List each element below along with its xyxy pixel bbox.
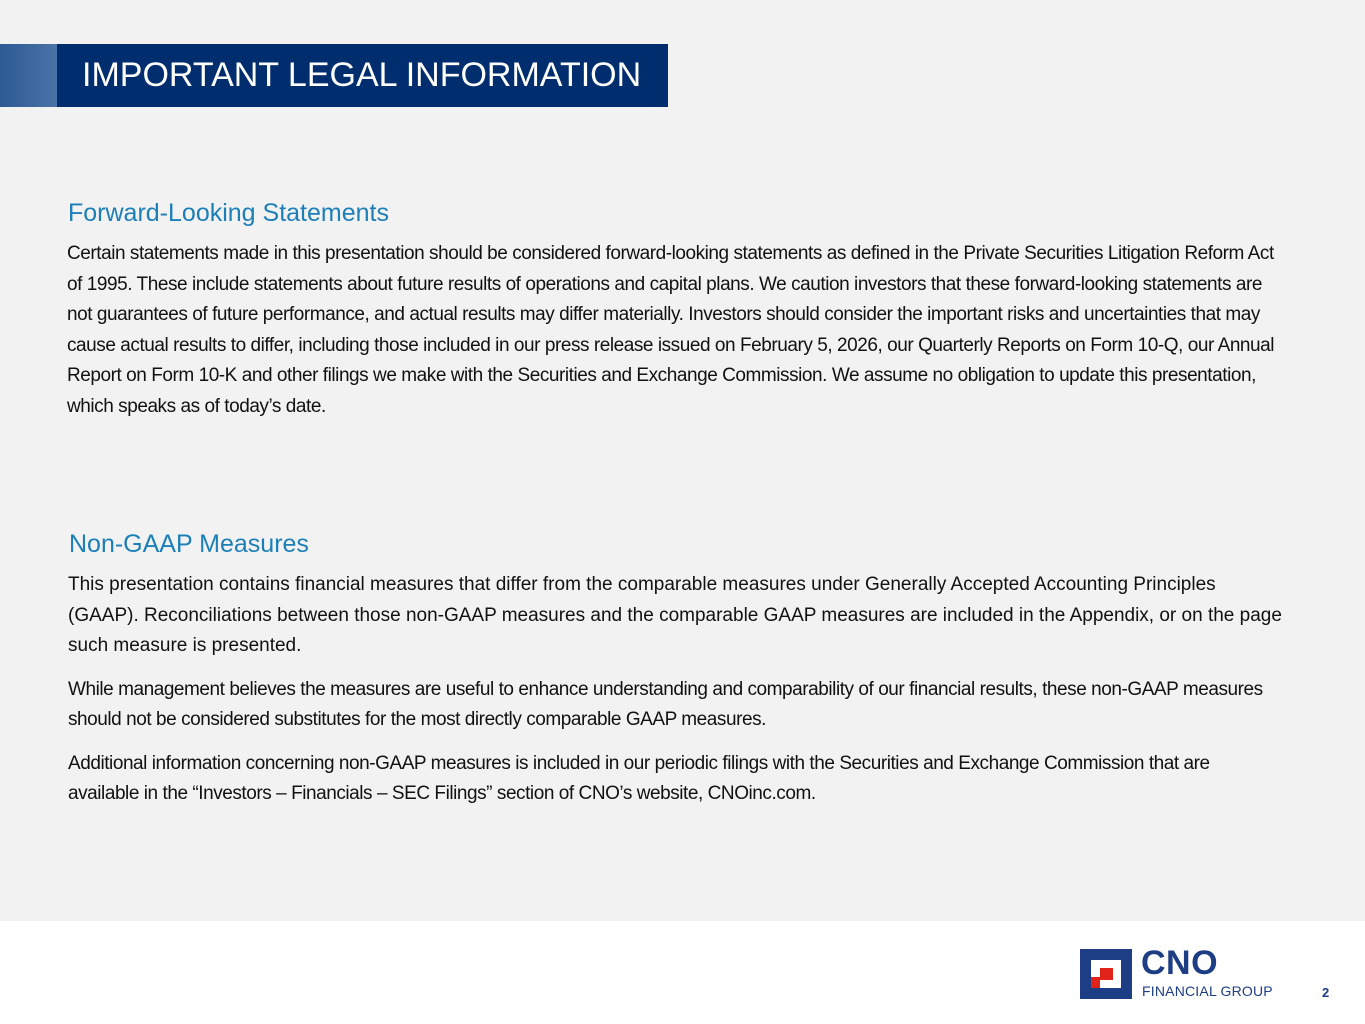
slide-title: IMPORTANT LEGAL INFORMATION [57, 44, 668, 107]
logo-name: CNO [1141, 944, 1219, 982]
non-gaap-paragraph: Additional information concerning non-GAAP measures is included in our periodic filings with the Securities and Exchange Commission that are available in the “Investors – Financials – SEC Filings” section of CNO’s website, CNOinc.com. [68, 752, 1210, 804]
forward-looking-heading: Forward-Looking Statements [68, 199, 389, 227]
non-gaap-heading: Non-GAAP Measures [69, 530, 309, 558]
page-number: 2 [1322, 985, 1330, 1000]
logo-subtitle: FINANCIAL GROUP [1142, 983, 1273, 999]
cno-logo-mark-icon [1080, 949, 1132, 999]
forward-looking-text: Certain statements made in this presentation should be considered forward-looking statements as defined in the Private Securities Litigation Reform Act of 1995. These include statements about future results of operations and capital plans. We caution investors that these forward-looking statements are not guarantees of future performance, and actual results may differ materially. Investors should consider the important risks and uncertainties that may cause actual results to differ, including those included in our press release issued on February 5, 2026, our Quarterly Reports on Form 10-Q, our Annual Report on Form 10-K and other filings we make with the Securities and Exchange Commission. We assume no obligation to update this presentation, which speaks as of today’s date. [67, 243, 1275, 417]
non-gaap-paragraph: While management believes the measures are useful to enhance understanding and comparability of our financial results, these non-GAAP measures should not be considered substitutes for the most directly comparable GAAP measures. [68, 678, 1263, 730]
forward-looking-section [67, 196, 1282, 422]
cno-logo [1080, 944, 1285, 999]
title-accent-bar [0, 44, 57, 107]
non-gaap-paragraph: This presentation contains financial measures that differ from the comparable measures under Generally Accepted Accounting Principles (GAAP). Reconciliations between those non-GAAP measures and the comparable GAAP measures are included in the Appendix, or on the page such measure is presented. [68, 574, 1282, 656]
non-gaap-section [68, 527, 1283, 823]
